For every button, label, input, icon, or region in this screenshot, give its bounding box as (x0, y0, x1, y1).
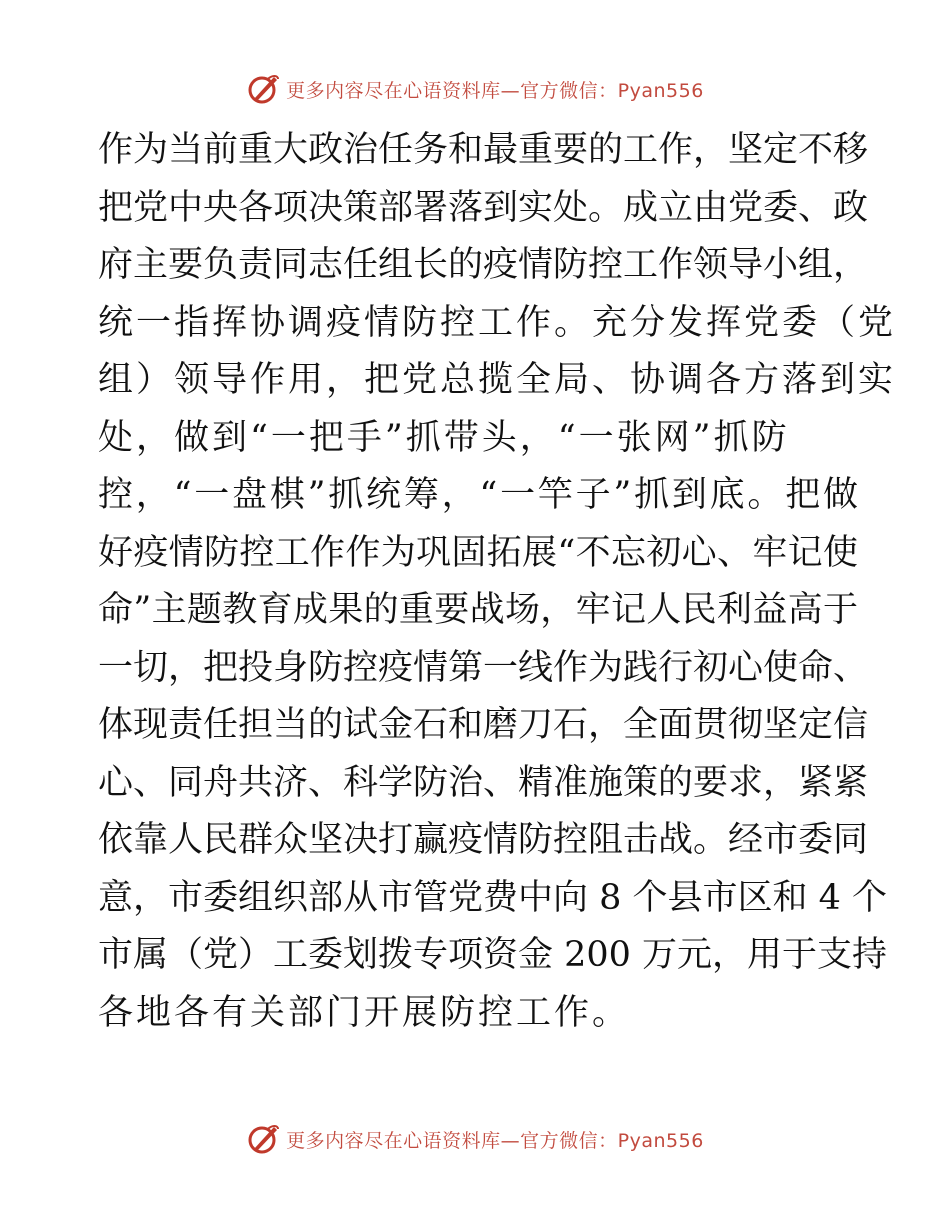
header-watermark (0, 73, 950, 105)
text-line: 市属（党）工委划拨专项资金 200 万元，用于支持 (98, 935, 888, 975)
text-line: 体现责任担当的试金石和磨刀石，全面贯彻坚定信 (98, 705, 869, 745)
text-line: 依靠人民群众坚决打赢疫情防控阻击战。经市委同 (98, 820, 869, 860)
text-line: 组）领导作用，把党总揽全局、协调各方落到实 (98, 360, 897, 400)
text-line: 意，市委组织部从市管党费中向 8 个县市区和 4 个 (98, 877, 888, 918)
text-line: 各地各有关部门开展防控工作。 (98, 992, 631, 1033)
text-line: 命”主题教育成果的重要战场，牢记人民利益高于 (98, 590, 858, 630)
text-line: 把党中央各项决策部署落到实处。成立由党委、政 (98, 187, 869, 228)
quill-logo-icon (246, 73, 280, 105)
footer-watermark (0, 1123, 950, 1155)
text-line: 统一指挥协调疫情防控工作。充分发挥党委（党 (98, 302, 897, 343)
text-line: 好疫情防控工作作为巩固拓展“不忘初心、牢记使 (98, 532, 858, 573)
text-line: 处，做到“一把手”抓带头，“一张网”抓防 (98, 417, 790, 458)
text-line: 府主要负责同志任组长的疫情防控工作领导小组， (98, 245, 869, 285)
quill-logo-icon (246, 1123, 280, 1155)
watermark-text: 更多内容尽在心语资料库—官方微信：Pyan556 (286, 79, 704, 102)
text-line: 一切，把投身防控疫情第一线作为践行初心使命、 (98, 647, 869, 688)
text-line: 心、同舟共济、科学防治、精准施策的要求，紧紧 (98, 762, 869, 803)
document-body (98, 122, 897, 1042)
text-line: 作为当前重大政治任务和最重要的工作，坚定不移 (98, 130, 869, 170)
text-line: 控，“一盘棋”抓统筹，“一竿子”抓到底。把做 (98, 475, 858, 515)
watermark-text: 更多内容尽在心语资料库—官方微信：Pyan556 (286, 1129, 704, 1152)
